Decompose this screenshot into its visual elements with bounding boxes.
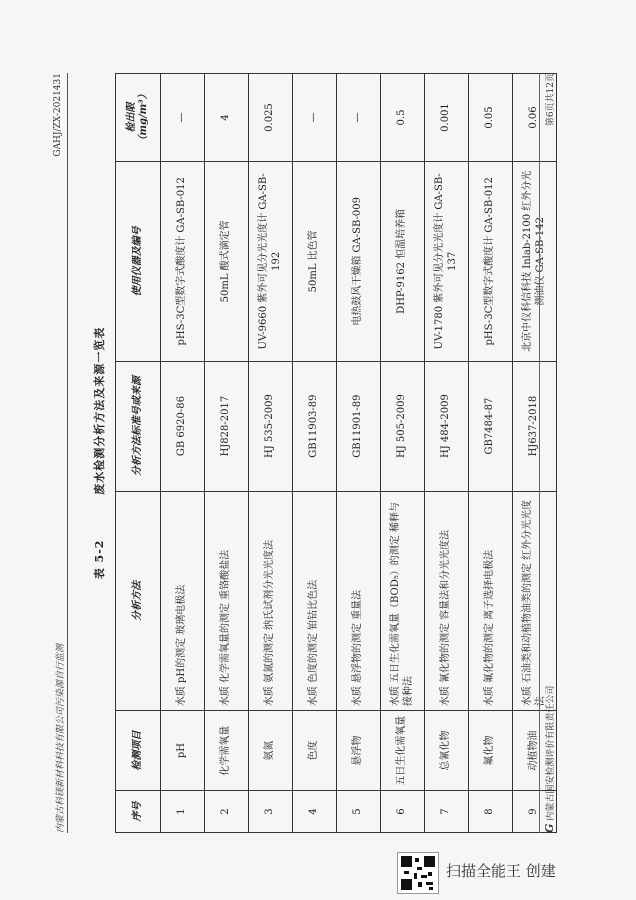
footer-page-number: 第6页共12页 bbox=[546, 73, 556, 127]
cell-standard: HJ 484-2009 bbox=[425, 361, 469, 491]
cell-method: 水质 悬浮物的测定 重量法 bbox=[337, 491, 381, 711]
rotated-report-page bbox=[53, 73, 577, 833]
qr-code-icon bbox=[397, 852, 439, 894]
col-header-method: 分析方法 bbox=[116, 491, 161, 711]
cell-item: 悬浮物 bbox=[337, 711, 381, 791]
cell-instrument: DHP-9162 恒温培养箱 bbox=[381, 162, 425, 362]
col-header-no: 序号 bbox=[116, 791, 161, 833]
cell-limit: 0.5 bbox=[381, 74, 425, 162]
table-row bbox=[293, 74, 337, 833]
cell-method: 水质 氰化物的测定 容量法和分光光度法 bbox=[425, 491, 469, 711]
cell-no: 6 bbox=[381, 791, 425, 833]
cell-instrument: pHS-3C型数字式酸度计 GA-SB-012 bbox=[161, 162, 205, 362]
cell-item: 总氰化物 bbox=[425, 711, 469, 791]
cell-item: 五日生化需氧量 bbox=[381, 711, 425, 791]
cell-standard: GB11903-89 bbox=[293, 361, 337, 491]
cell-item: 色度 bbox=[293, 711, 337, 791]
cell-standard: HJ637-2018 bbox=[513, 361, 557, 491]
cell-method: 水质 石油类和动植物油类的测定 红外分光光度法 bbox=[513, 491, 557, 711]
cell-instrument: UV-1780 紫外可见分光光度计 GA-SB-137 bbox=[425, 162, 469, 362]
table-row bbox=[161, 74, 205, 833]
cell-instrument: 北京中仪科信科技 Inlab-2100 红外分光测油仪 GA-SB-142 bbox=[513, 162, 557, 362]
footer-company-name: 内蒙古国安检测评价有限责任公司 bbox=[546, 685, 556, 821]
cell-item: 氨氮 bbox=[249, 711, 293, 791]
table-row bbox=[381, 74, 425, 833]
table-header-row bbox=[116, 74, 161, 833]
col-header-instrument: 使用仪器及编号 bbox=[116, 162, 161, 362]
cell-method: 水质 氟化物的测定 离子选择电极法 bbox=[469, 491, 513, 711]
cell-no: 8 bbox=[469, 791, 513, 833]
cell-standard: HJ 505-2009 bbox=[381, 361, 425, 491]
cell-no: 2 bbox=[205, 791, 249, 833]
cell-method: 水质 五日生化需氧量（BOD₅）的测定 稀释与接种法 bbox=[381, 491, 425, 711]
cell-limit: — bbox=[337, 74, 381, 162]
cell-item: 动植物油 bbox=[513, 711, 557, 791]
cell-method: 水质 pH的测定 玻璃电极法 bbox=[161, 491, 205, 711]
cell-standard: HJ 535-2009 bbox=[249, 361, 293, 491]
table-number: 表 5-2 bbox=[93, 539, 106, 580]
table-caption bbox=[91, 73, 107, 833]
footer-company bbox=[543, 686, 556, 833]
table-row bbox=[205, 74, 249, 833]
header-company: 内蒙古科镁新材料科技有限公司污染源自行监测 bbox=[56, 643, 66, 833]
cell-limit: 4 bbox=[205, 74, 249, 162]
cell-standard: GB 6920-86 bbox=[161, 361, 205, 491]
cell-method: 水质 化学需氧量的测定 重铬酸盐法 bbox=[205, 491, 249, 711]
table-row bbox=[425, 74, 469, 833]
cell-limit: — bbox=[161, 74, 205, 162]
cell-item: 氟化物 bbox=[469, 711, 513, 791]
cell-method: 水质 色度的测定 铂钴比色法 bbox=[293, 491, 337, 711]
table-row bbox=[249, 74, 293, 833]
cell-limit: 0.06 bbox=[513, 74, 557, 162]
cell-no: 1 bbox=[161, 791, 205, 833]
cell-standard: GB11901-89 bbox=[337, 361, 381, 491]
footer-rule bbox=[539, 73, 540, 833]
header-rule bbox=[67, 73, 68, 833]
cell-item: 化学需氧量 bbox=[205, 711, 249, 791]
cell-instrument: 50mL 酸式滴定管 bbox=[205, 162, 249, 362]
cell-no: 7 bbox=[425, 791, 469, 833]
header-report-code: GAHJ/ZX-2021431 bbox=[53, 73, 63, 157]
cell-limit: 0.05 bbox=[469, 74, 513, 162]
cell-limit: 0.025 bbox=[249, 74, 293, 162]
cell-method: 水质 氨氮的测定 纳氏试剂分光光度法 bbox=[249, 491, 293, 711]
cell-limit: 0.001 bbox=[425, 74, 469, 162]
table-row bbox=[469, 74, 513, 833]
cell-no: 9 bbox=[513, 791, 557, 833]
analysis-methods-table bbox=[115, 73, 557, 833]
cell-item: pH bbox=[161, 711, 205, 791]
col-header-limit: 检出限（mg/m³） bbox=[116, 74, 161, 162]
col-header-item: 检测项目 bbox=[116, 711, 161, 791]
scanner-watermark: 扫描全能王 创建 bbox=[446, 862, 556, 880]
table-row bbox=[337, 74, 381, 833]
cell-no: 5 bbox=[337, 791, 381, 833]
cell-instrument: UV-9660 紫外可见分光光度计 GA-SB-192 bbox=[249, 162, 293, 362]
cell-limit: — bbox=[293, 74, 337, 162]
cell-standard: GB7484-87 bbox=[469, 361, 513, 491]
cell-instrument: 50mL 比色管 bbox=[293, 162, 337, 362]
col-header-standard: 分析方法标准号或来源 bbox=[116, 361, 161, 491]
cell-no: 3 bbox=[249, 791, 293, 833]
cell-no: 4 bbox=[293, 791, 337, 833]
cell-instrument: 电热鼓风干燥箱 GA-SB-009 bbox=[337, 162, 381, 362]
cell-standard: HJ828-2017 bbox=[205, 361, 249, 491]
table-title: 废水检测分析方法及来源一览表 bbox=[93, 326, 106, 495]
company-logo-icon: G bbox=[543, 823, 556, 833]
cell-instrument: pHS-3C型数字式酸度计 GA-SB-012 bbox=[469, 162, 513, 362]
